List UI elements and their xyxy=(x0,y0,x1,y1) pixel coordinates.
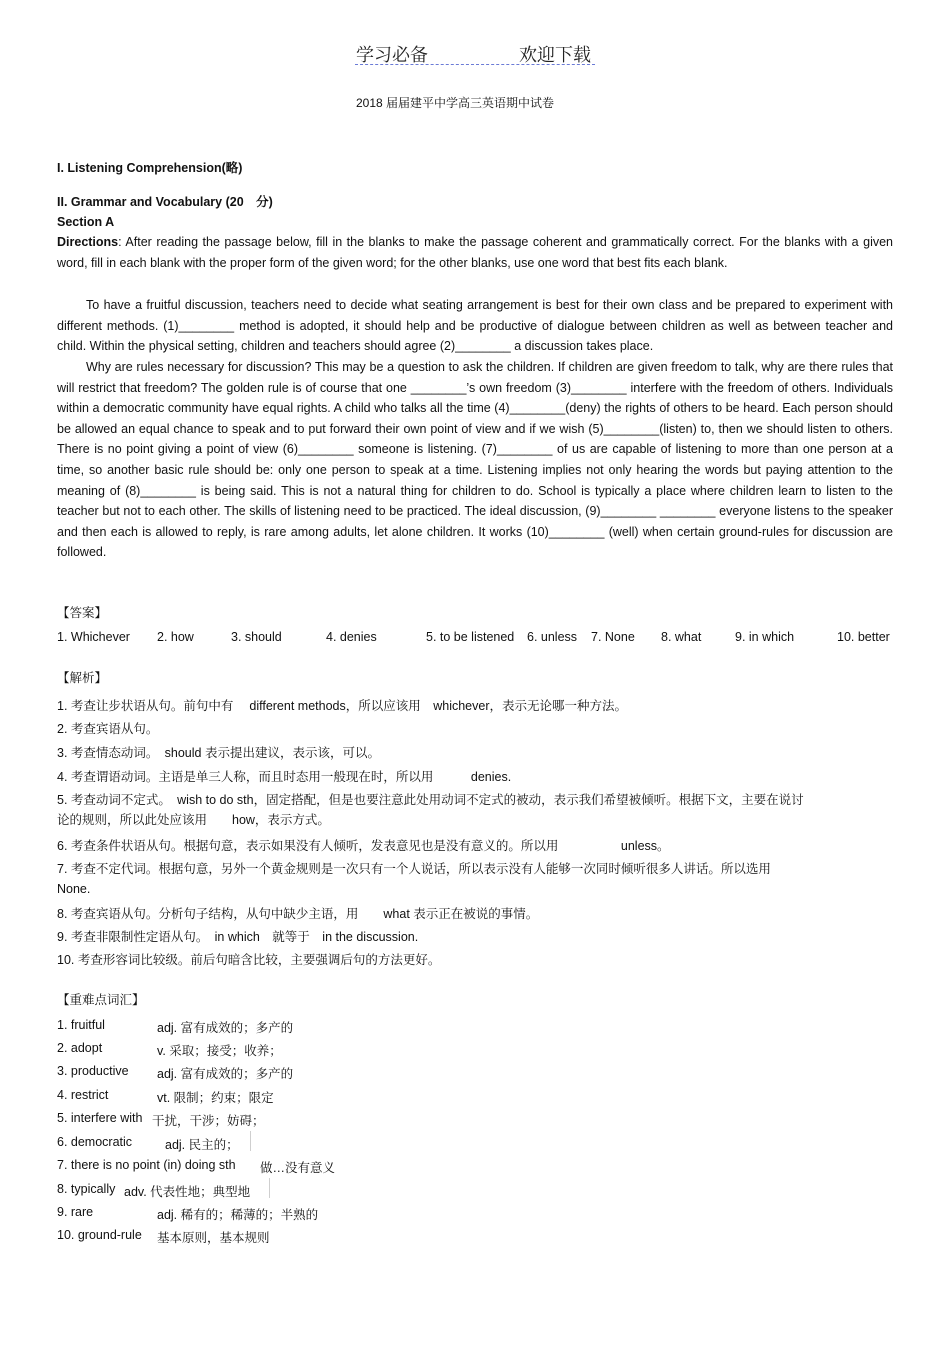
analysis-item: 论的规则，所以此处应该用 how，表示方式。 xyxy=(57,813,330,827)
answer-item: 2. how xyxy=(157,630,194,644)
vocab-word: 9. rare xyxy=(57,1205,94,1219)
answer-item: 10. better xyxy=(837,630,890,644)
vocab-definition: vt. 限制；约束；限定 xyxy=(157,1091,274,1105)
answer-item: 8. what xyxy=(661,630,702,644)
vocab-word: 2. adopt xyxy=(57,1041,103,1055)
directions-label: Directions xyxy=(57,235,119,249)
analysis-item: 7. 考查不定代词。根据句意，另外一个黄金规则是一次只有一个人说话，所以表示没有人能够一次同时倾听很多人讲话。所以选用 xyxy=(57,862,771,876)
section-a-heading: Section A xyxy=(57,215,115,229)
vocab-definition: 干扰，干涉；妨碍； xyxy=(152,1114,265,1128)
vocab-definition: v. 采取；接受；收养； xyxy=(157,1044,282,1058)
answer-item: 6. unless xyxy=(527,630,578,644)
analysis-item: 3. 考查情态动词。 should 表示提出建议，表示该，可以。 xyxy=(57,746,380,760)
vocab-word: 10. ground-rule xyxy=(57,1228,142,1242)
vocab-definition: adv. 代表性地；典型地 xyxy=(124,1185,251,1199)
answer-item: 4. denies xyxy=(326,630,377,644)
vocab-definition: 基本原则，基本规则 xyxy=(157,1231,270,1245)
answers-heading: 【答案】 xyxy=(57,606,108,620)
section-grammar: II. Grammar and Vocabulary (20 分) xyxy=(57,195,273,209)
analysis-item: None. xyxy=(57,882,91,896)
divider xyxy=(250,1131,251,1151)
answer-item: 3. should xyxy=(231,630,282,644)
answer-item: 1. Whichever xyxy=(57,630,130,644)
analysis-item: 6. 考查条件状语从句。根据句意，表示如果没有人倾听，发表意见也是没有意义的。所以用 unless。 xyxy=(57,839,670,853)
vocab-word: 3. productive xyxy=(57,1064,129,1078)
header-left: 学习必备 xyxy=(356,45,428,66)
vocab-heading: 【重难点词汇】 xyxy=(57,993,145,1007)
vocab-word: 7. there is no point (in) doing sth xyxy=(57,1158,236,1172)
analysis-heading: 【解析】 xyxy=(57,671,108,685)
directions-text: : After reading the passage below, fill in the blanks to make the passage coherent and grammatically correct. For the blanks with a given word, fill in each blank with the proper form of the given word; for the other blanks, use one word that best fits each blank. xyxy=(57,235,893,270)
vocab-definition: adj. 富有成效的；多产的 xyxy=(157,1021,294,1035)
answer-item: 5. to be listened xyxy=(426,630,515,644)
vocab-definition: adj. 民主的； xyxy=(165,1138,239,1152)
header-right: 欢迎下载 xyxy=(519,45,591,66)
analysis-item: 4. 考查谓语动词。主语是单三人称，而且时态用一般现在时，所以用 denies. xyxy=(57,770,512,784)
page-title: 2018 届届建平中学高三英语期中试卷 xyxy=(356,96,555,110)
vocab-word: 4. restrict xyxy=(57,1088,109,1102)
vocab-definition: adj. 富有成效的；多产的 xyxy=(157,1067,294,1081)
vocab-word: 8. typically xyxy=(57,1182,116,1196)
answer-item: 7. None xyxy=(591,630,635,644)
analysis-item: 2. 考查宾语从句。 xyxy=(57,722,159,736)
analysis-item: 5. 考查动词不定式。 wish to do sth，固定搭配，但是也要注意此处用动词不定式的被动，表示我们希望被倾听。根据下文，主要在说讨 xyxy=(57,793,804,807)
section-listening: I. Listening Comprehension(略) xyxy=(57,161,243,175)
analysis-item: 10. 考查形容词比较级。前后句暗含比较，主要强调后句的方法更好。 xyxy=(57,953,441,967)
answer-item: 9. in which xyxy=(735,630,795,644)
vocab-definition: adj. 稀有的；稀薄的；半熟的 xyxy=(157,1208,319,1222)
passage-paragraph-1: To have a fruitful discussion, teachers need to decide what seating arrangement is best for their own class and be prepared to experiment with different methods. (1)________ method is adopted, it should help and be productive of dialogue between children as well as between teacher and child. Within the physical setting, children and teachers should agree (2)________ a discussion takes place. xyxy=(57,298,893,354)
vocab-word: 5. interfere with xyxy=(57,1111,143,1125)
analysis-item: 8. 考查宾语从句。分析句子结构，从句中缺少主语，用 what 表示正在被说的事情。 xyxy=(57,907,539,921)
passage-paragraph-2: Why are rules necessary for discussion? This may be a question to ask the children. If children are given freedom to talk, why are there rules that will restrict that freedom? The golden rule is of course that one ________’s own freedom (3)________ interfere with the freedom of others. Individuals within a democratic community have equal rights. A child who talks all the time (4)________(deny) the rights of others to be heard. Each person should be allowed an equal chance to speak and to put forward their own point of view and if we wish (5)________(listen) to, then we should listen to others. There is no point giving a point of view (6)________ someone is listening. (7)________ of us are capable of listening to more than one person at a time, so another basic rule should be: only one person to speak at a time. Listening implies not only hearing the words but paying attention to the meaning of (8)________ is being said. This is not a natural thing for children to do. School is typically a place where children learn to listen to the teacher but not to each other. The skills of listening need to be practiced. The ideal discussion, (9)________ ________ everyone listens to the speaker and then each is allowed to reply, is rare among adults, let alone children. It works (10)________ (well) when certain ground-rules for discussion are followed. xyxy=(57,360,893,560)
header-divider xyxy=(355,64,595,65)
analysis-item: 1. 考查让步状语从句。前句中有 different methods，所以应该用 whichever，表示无论哪一种方法。 xyxy=(57,699,628,713)
analysis-item: 9. 考查非限制性定语从句。 in which 就等于 in the discussion. xyxy=(57,930,419,944)
vocab-word: 1. fruitful xyxy=(57,1018,105,1032)
divider xyxy=(269,1178,270,1198)
directions xyxy=(57,232,893,273)
vocab-definition: 做…没有意义 xyxy=(260,1161,336,1175)
vocab-word: 6. democratic xyxy=(57,1135,133,1149)
